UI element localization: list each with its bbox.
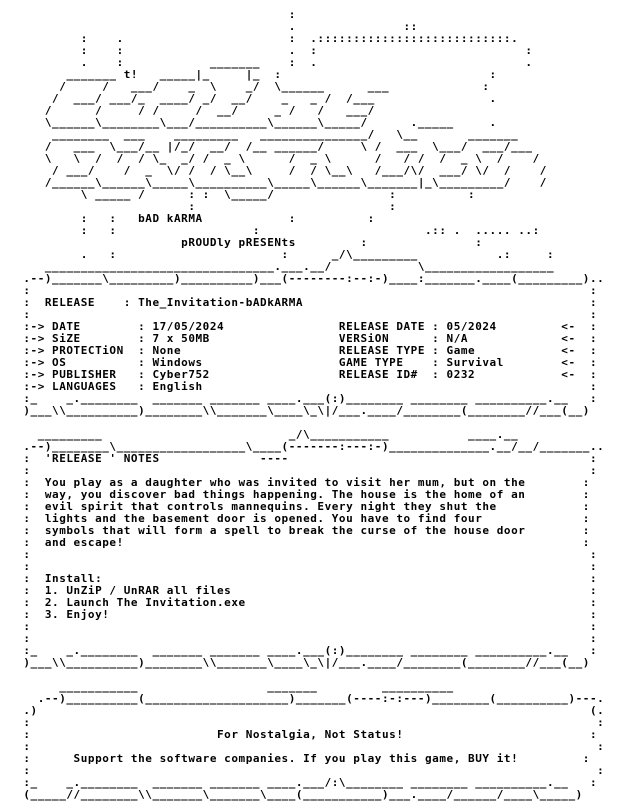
nfo-line: : evil spirit that controls mannequins. Every night they shut the : xyxy=(9,500,590,513)
nfo-line: : 'RELEASE ' NOTES ---- : xyxy=(9,452,598,465)
nfo-line: .--)__________(____________________)_______(----:-:---)________(__________)---. xyxy=(9,692,605,705)
nfo-line: : : xyxy=(9,560,598,573)
nfo-line: . : _______ : . . xyxy=(9,56,533,69)
nfo-line: ________________________________.___.__/ \__________________ xyxy=(9,260,555,273)
nfo-line: :_ _.________ _______ _______ ____.___/:\________ ________ __________.__ : xyxy=(9,776,598,789)
nfo-line: :-> PUBLISHER : Cyber752 RELEASE ID# : 0232 <- : xyxy=(9,368,598,381)
nfo-line: : : xyxy=(9,548,598,561)
nfo-line: : : bAD kARMA : : xyxy=(9,212,375,225)
nfo-line: : : xyxy=(9,764,605,777)
nfo-line: :-> DATE : 17/05/2024 RELEASE DATE : 05/2024 <- : xyxy=(9,320,598,333)
nfo-line: .--)_______\_________)__________)___(--------:--:-)____:_______.____(_________).. xyxy=(9,272,605,285)
nfo-line: \______\________\___/__________\______\_____/ ._____ . xyxy=(9,116,497,129)
nfo-line: : Install: : xyxy=(9,572,598,585)
nfo-line: : : xyxy=(9,308,598,321)
nfo-line: \ \ / / / \_ _/ / _ \ / _ \ / / / / _ \ / / xyxy=(9,152,540,165)
nfo-line: :_ _.________ _______ _______ ____.___(:)________ ________ __________.__ : xyxy=(9,392,598,405)
nfo-line: : 2. Launch The Invitation.exe : xyxy=(9,596,598,609)
nfo-line: : lights and the basement door is opened. You have to find four : xyxy=(9,512,590,525)
nfo-line: : : xyxy=(9,716,605,729)
nfo-line: : : xyxy=(9,620,598,633)
nfo-line: : For Nostalgia, Not Status! : xyxy=(9,728,598,741)
nfo-line: ________ ___ _________ _______________/ \__ _______ xyxy=(9,128,519,141)
nfo-line: _______ t! _____|_ |_ : : xyxy=(9,68,497,81)
nfo-line: : symbols that will form a spell to break the curse of the house door : xyxy=(9,524,590,537)
nfo-line: . : : _/\_________ .: : xyxy=(9,248,555,261)
nfo-line: _________ _/\___________ ____.__ xyxy=(9,428,519,441)
nfo-line: :-> OS : Windows GAME TYPE : Survival <- : xyxy=(9,356,598,369)
nfo-line: / ___/ / _ \/ / / \__\ / / \__\ /___/\/ ___/ \/ / / xyxy=(9,164,547,177)
nfo-line: : xyxy=(9,8,296,21)
nfo-line: :-> PROTECTiON : None RELEASE TYPE : Game <- : xyxy=(9,344,598,357)
nfo-line: / ___/ ___/_ ____/ _/ __/ _ _ / /___ . xyxy=(9,92,497,105)
nfo-line: :-> LANGUAGES : English : xyxy=(9,380,598,393)
nfo-line: / ___ \___/__ |/_/ __/ /__ ______/ \ / ___ \___/ ___/___ xyxy=(9,140,533,153)
nfo-line: : RELEASE : The_Invitation-bADkARMA : xyxy=(9,296,598,309)
nfo-line: : way, you discover bad things happening. The house is the home of an : xyxy=(9,488,590,501)
nfo-line: : Support the software companies. If you play this game, BUY it! : xyxy=(9,752,590,765)
nfo-line: : : xyxy=(9,632,598,645)
nfo-line: / / ___/ _ \ _/ \______ ___ : xyxy=(9,80,490,93)
nfo-line: .--)________\__________________\____(-------:---:-)______________.__/__/_______.. xyxy=(9,440,605,453)
nfo-line: : and escape! : xyxy=(9,536,590,549)
nfo-line: pROUDly pRESENts : : xyxy=(9,236,483,249)
nfo-line: : . : .:::::::::::::::::::::::::::. xyxy=(9,32,519,45)
nfo-line: \ _____ / : : \_____/ : : xyxy=(9,188,476,201)
nfo-line: : You play as a daughter who was invited to visit her mum, but on the : xyxy=(9,476,590,489)
nfo-line: : : : .:: . ..... ..: xyxy=(9,224,540,237)
nfo-line: /______\______\_____\__________\_____\______\_______|_\_________/ / xyxy=(9,176,547,189)
nfo-line: : 1. UnZiP / UnRAR all files : xyxy=(9,584,598,597)
nfo-line: : : xyxy=(9,464,598,477)
nfo-line: .) (. xyxy=(9,704,605,717)
nfo-line: / / / / / __/ _ / / ___/ xyxy=(9,104,375,117)
nfo-line: : : xyxy=(9,200,397,213)
nfo-line: )___\\__________)________\\_______\____\_\|/___.____/________(________//___(__) xyxy=(9,404,590,417)
nfo-line: : : xyxy=(9,740,605,753)
nfo-line: . :: xyxy=(9,20,418,33)
nfo-line: : : xyxy=(9,284,598,297)
nfo-line: :-> SiZE : 7 x 50MB VERSiON : N/A <- : xyxy=(9,332,598,345)
nfo-line: :_ _.________ _______ _______ ____.___(:)________ ________ __________.__ : xyxy=(9,644,598,657)
nfo-line: : 3. Enjoy! : xyxy=(9,608,598,621)
nfo-line: : : . : : xyxy=(9,44,533,57)
nfo-line: (_____//________\\_______\_______\____(___________)___.____/______/____\_____) xyxy=(9,788,583,801)
nfo-line: ___________ _______ __________ xyxy=(9,680,454,693)
nfo-line: )___\\__________)________\\_______\____\_\|/___.____/________(________//___(__) xyxy=(9,656,590,669)
